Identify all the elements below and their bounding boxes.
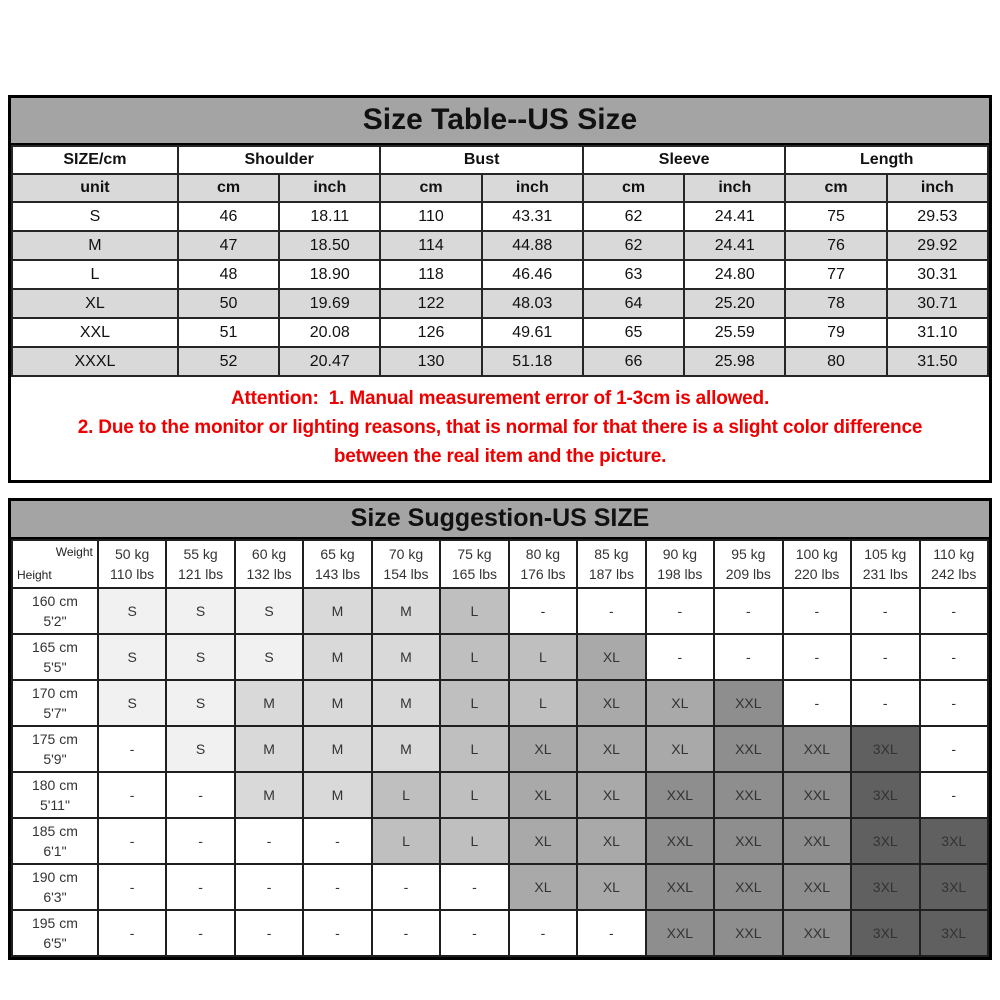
weight-height-corner: [12, 540, 98, 588]
suggestion-cell: M: [372, 726, 440, 772]
weight-kg: 90 kg: [662, 545, 697, 562]
height-ft: 5'2": [43, 613, 67, 629]
suggestion-cell: L: [440, 818, 508, 864]
suggestion-cell: L: [440, 726, 508, 772]
suggestion-cell: XL: [646, 726, 714, 772]
suggestion-cell: L: [509, 634, 577, 680]
size-value-cell: 77: [785, 260, 886, 289]
weight-header-cell: [577, 540, 645, 588]
suggestion-cell: XL: [577, 818, 645, 864]
suggestion-cell: -: [577, 910, 645, 956]
unit-inch: inch: [279, 174, 380, 202]
size-table-row: [12, 347, 988, 376]
suggestion-cell: 3XL: [851, 910, 919, 956]
suggestion-cell: XL: [577, 680, 645, 726]
attention-note: [11, 377, 989, 480]
suggestion-cell: -: [372, 864, 440, 910]
size-value-cell: 24.41: [684, 202, 785, 231]
size-suggestion-title: Size Suggestion-US SIZE: [11, 501, 989, 539]
size-table: [11, 145, 989, 377]
weight-lbs: 143 lbs: [314, 566, 361, 582]
size-value-cell: 47: [178, 231, 279, 260]
size-value-cell: 65: [583, 318, 684, 347]
suggestion-cell: -: [851, 588, 919, 634]
height-ft: 5'11": [39, 797, 70, 813]
size-value-cell: 78: [785, 289, 886, 318]
suggestion-cell: -: [509, 588, 577, 634]
height-cm: 180 cm: [31, 776, 78, 793]
suggestion-cell: L: [440, 588, 508, 634]
height-cm: 195 cm: [31, 914, 78, 931]
size-value-cell: 48.03: [482, 289, 583, 318]
size-value-cell: 49.61: [482, 318, 583, 347]
unit-cm: cm: [785, 174, 886, 202]
size-table-unit-row: [12, 174, 988, 202]
size-table-body: [12, 202, 988, 376]
size-value-cell: 46: [178, 202, 279, 231]
suggestion-row: [12, 588, 988, 634]
corner-weight-label: Weight: [55, 545, 93, 559]
height-cm: 165 cm: [31, 638, 78, 655]
height-label: [12, 910, 98, 956]
suggestion-cell: XXL: [646, 818, 714, 864]
weight-lbs: 154 lbs: [383, 566, 429, 582]
height-cm: 160 cm: [31, 592, 78, 609]
suggestion-cell: S: [166, 588, 234, 634]
size-value-cell: 51.18: [482, 347, 583, 376]
header-size-cm: SIZE/cm: [12, 146, 178, 174]
size-label: L: [12, 260, 178, 289]
unit-cm: cm: [178, 174, 279, 202]
suggestion-cell: -: [920, 634, 989, 680]
size-value-cell: 51: [178, 318, 279, 347]
height-cm: 175 cm: [31, 730, 78, 747]
suggestion-cell: M: [235, 680, 303, 726]
size-label: M: [12, 231, 178, 260]
size-value-cell: 52: [178, 347, 279, 376]
header-length: Length: [785, 146, 988, 174]
suggestion-cell: XL: [509, 726, 577, 772]
size-value-cell: 20.47: [279, 347, 380, 376]
suggestion-cell: XL: [577, 726, 645, 772]
unit-label: unit: [12, 174, 178, 202]
weight-lbs: 165 lbs: [451, 566, 498, 582]
height-ft: 6'1": [43, 843, 67, 859]
suggestion-row: [12, 726, 988, 772]
size-table-group-header-row: [12, 146, 988, 174]
suggestion-cell: XXL: [646, 772, 714, 818]
suggestion-cell: 3XL: [920, 818, 989, 864]
suggestion-cell: -: [98, 772, 166, 818]
suggestion-cell: XXL: [783, 772, 851, 818]
suggestion-cell: -: [577, 588, 645, 634]
weight-lbs: 242 lbs: [931, 566, 977, 582]
suggestion-cell: S: [98, 588, 166, 634]
suggestion-row: [12, 772, 988, 818]
size-value-cell: 18.90: [279, 260, 380, 289]
suggestion-cell: XL: [577, 864, 645, 910]
suggestion-cell: XL: [577, 634, 645, 680]
size-label: XXL: [12, 318, 178, 347]
height-cm: 190 cm: [31, 868, 78, 885]
suggestion-cell: XXL: [714, 910, 782, 956]
suggestion-cell: -: [166, 864, 234, 910]
suggestion-cell: -: [714, 634, 782, 680]
weight-lbs: 231 lbs: [862, 566, 908, 582]
height-ft: 5'7": [43, 705, 67, 721]
suggestion-cell: S: [235, 634, 303, 680]
height-label: [12, 680, 98, 726]
suggestion-cell: XL: [577, 772, 645, 818]
weight-header-cell: [98, 540, 166, 588]
weight-header-cell: [714, 540, 782, 588]
suggestion-cell: XL: [509, 772, 577, 818]
suggestion-cell: -: [166, 772, 234, 818]
suggestion-cell: XXL: [783, 726, 851, 772]
suggestion-cell: -: [714, 588, 782, 634]
size-value-cell: 19.69: [279, 289, 380, 318]
suggestion-cell: S: [98, 680, 166, 726]
size-suggestion-table: [11, 539, 989, 957]
suggestion-cell: M: [235, 772, 303, 818]
size-value-cell: 20.08: [279, 318, 380, 347]
suggestion-cell: L: [440, 772, 508, 818]
suggestion-cell: -: [783, 634, 851, 680]
size-value-cell: 122: [380, 289, 481, 318]
weight-kg: 95 kg: [731, 545, 766, 562]
size-table-title: Size Table--US Size: [11, 98, 989, 145]
suggestion-cell: S: [235, 588, 303, 634]
size-value-cell: 64: [583, 289, 684, 318]
suggestion-cell: -: [98, 910, 166, 956]
size-value-cell: 126: [380, 318, 481, 347]
suggestion-cell: M: [372, 588, 440, 634]
size-value-cell: 29.53: [887, 202, 988, 231]
height-label: [12, 634, 98, 680]
suggestion-cell: S: [166, 634, 234, 680]
weight-lbs: 121 lbs: [178, 566, 224, 582]
size-table-row: [12, 260, 988, 289]
size-value-cell: 75: [785, 202, 886, 231]
weight-header-cell: [440, 540, 508, 588]
weight-header-cell: [920, 540, 989, 588]
weight-lbs: 220 lbs: [794, 566, 840, 582]
size-value-cell: 30.71: [887, 289, 988, 318]
size-table-row: [12, 202, 988, 231]
suggestion-cell: XXL: [714, 772, 782, 818]
height-ft: 5'9": [43, 751, 67, 767]
size-value-cell: 80: [785, 347, 886, 376]
height-label: [12, 772, 98, 818]
suggestion-cell: XXL: [714, 680, 782, 726]
suggestion-cell: M: [372, 680, 440, 726]
suggestion-cell: S: [166, 726, 234, 772]
weight-kg: 75 kg: [457, 545, 492, 562]
suggestion-cell: -: [509, 910, 577, 956]
size-value-cell: 110: [380, 202, 481, 231]
weight-lbs: 187 lbs: [588, 566, 634, 582]
suggestion-cell: XXL: [783, 864, 851, 910]
unit-inch: inch: [887, 174, 988, 202]
size-value-cell: 130: [380, 347, 481, 376]
size-value-cell: 24.41: [684, 231, 785, 260]
size-value-cell: 18.50: [279, 231, 380, 260]
suggestion-cell: -: [98, 864, 166, 910]
suggestion-cell: L: [372, 772, 440, 818]
weight-kg: 55 kg: [183, 545, 218, 562]
size-label: XL: [12, 289, 178, 318]
size-table-row: [12, 231, 988, 260]
suggestion-cell: 3XL: [920, 864, 989, 910]
unit-inch: inch: [482, 174, 583, 202]
weight-kg: 100 kg: [795, 545, 838, 562]
suggestion-cell: XXL: [714, 864, 782, 910]
suggestion-cell: M: [303, 726, 371, 772]
size-value-cell: 31.50: [887, 347, 988, 376]
weight-lbs: 110 lbs: [110, 566, 155, 582]
suggestion-cell: -: [440, 864, 508, 910]
suggestion-cell: M: [303, 588, 371, 634]
suggestion-cell: L: [440, 680, 508, 726]
suggestion-cell: 3XL: [851, 818, 919, 864]
suggestion-cell: XXL: [783, 818, 851, 864]
size-value-cell: 63: [583, 260, 684, 289]
size-value-cell: 25.20: [684, 289, 785, 318]
weight-kg: 70 kg: [388, 545, 424, 562]
size-value-cell: 25.59: [684, 318, 785, 347]
weight-header-cell: [851, 540, 919, 588]
suggestion-row: [12, 818, 988, 864]
size-value-cell: 62: [583, 231, 684, 260]
suggestion-cell: -: [783, 680, 851, 726]
weight-lbs: 209 lbs: [725, 566, 771, 582]
suggestion-cell: 3XL: [851, 772, 919, 818]
height-label: [12, 588, 98, 634]
size-value-cell: 44.88: [482, 231, 583, 260]
weight-kg: 80 kg: [525, 545, 561, 562]
weight-kg: 60 kg: [251, 545, 287, 562]
suggestion-row: [12, 910, 988, 956]
header-shoulder: Shoulder: [178, 146, 381, 174]
height-ft: 5'5": [43, 659, 67, 675]
size-table-row: [12, 318, 988, 347]
height-label: [12, 726, 98, 772]
height-ft: 6'5": [43, 935, 67, 951]
attention-line-2: 2. Due to the monitor or lighting reasons, that is normal for that there is a slight color difference: [77, 417, 923, 438]
size-value-cell: 46.46: [482, 260, 583, 289]
attention-line-1: Attention: 1. Manual measurement error of 1-3cm is allowed.: [230, 388, 770, 409]
suggestion-cell: -: [920, 726, 989, 772]
weight-kg: 65 kg: [320, 545, 355, 562]
weight-header-cell: [509, 540, 577, 588]
header-sleeve: Sleeve: [583, 146, 786, 174]
size-table-section: [8, 95, 992, 483]
suggestion-cell: -: [851, 680, 919, 726]
size-value-cell: 30.31: [887, 260, 988, 289]
suggestion-cell: -: [920, 680, 989, 726]
size-value-cell: 24.80: [684, 260, 785, 289]
suggestion-cell: XXL: [783, 910, 851, 956]
size-value-cell: 29.92: [887, 231, 988, 260]
suggestion-cell: XXL: [714, 726, 782, 772]
suggestion-cell: XL: [509, 864, 577, 910]
size-value-cell: 50: [178, 289, 279, 318]
suggestion-cell: -: [235, 864, 303, 910]
suggestion-cell: XXL: [646, 910, 714, 956]
suggestion-cell: -: [166, 818, 234, 864]
suggestion-cell: 3XL: [851, 726, 919, 772]
size-value-cell: 18.11: [279, 202, 380, 231]
size-value-cell: 62: [583, 202, 684, 231]
weight-kg: 105 kg: [864, 545, 907, 562]
suggestion-cell: M: [303, 772, 371, 818]
suggestion-cell: XL: [646, 680, 714, 726]
attention-line-3: between the real item and the picture.: [333, 446, 667, 467]
height-cm: 185 cm: [31, 822, 78, 839]
weight-header-cell: [303, 540, 371, 588]
height-ft: 6'3": [43, 889, 67, 905]
suggestion-cell: -: [920, 772, 989, 818]
suggestion-row: [12, 634, 988, 680]
suggestion-row: [12, 864, 988, 910]
suggestion-cell: -: [303, 818, 371, 864]
suggestion-cell: XXL: [714, 818, 782, 864]
weight-header-cell: [646, 540, 714, 588]
weight-header-cell: [166, 540, 234, 588]
size-value-cell: 25.98: [684, 347, 785, 376]
suggestion-cell: 3XL: [920, 910, 989, 956]
suggestion-cell: L: [372, 818, 440, 864]
suggestion-table-body: [12, 588, 988, 956]
size-value-cell: 48: [178, 260, 279, 289]
header-bust: Bust: [380, 146, 583, 174]
suggestion-row: [12, 680, 988, 726]
size-value-cell: 31.10: [887, 318, 988, 347]
suggestion-cell: M: [303, 634, 371, 680]
suggestion-cell: S: [98, 634, 166, 680]
weight-header-row: [12, 540, 988, 588]
suggestion-cell: -: [783, 588, 851, 634]
unit-cm: cm: [380, 174, 481, 202]
height-label: [12, 864, 98, 910]
suggestion-cell: L: [440, 634, 508, 680]
height-label: [12, 818, 98, 864]
suggestion-cell: M: [303, 680, 371, 726]
weight-header-cell: [783, 540, 851, 588]
suggestion-cell: M: [372, 634, 440, 680]
suggestion-cell: -: [851, 634, 919, 680]
suggestion-cell: L: [509, 680, 577, 726]
weight-header-cell: [235, 540, 303, 588]
size-value-cell: 114: [380, 231, 481, 260]
suggestion-cell: -: [98, 726, 166, 772]
weight-lbs: 198 lbs: [657, 566, 703, 582]
suggestion-cell: XXL: [646, 864, 714, 910]
size-value-cell: 43.31: [482, 202, 583, 231]
height-cm: 170 cm: [31, 684, 78, 701]
suggestion-cell: S: [166, 680, 234, 726]
size-value-cell: 79: [785, 318, 886, 347]
suggestion-cell: -: [303, 864, 371, 910]
size-table-row: [12, 289, 988, 318]
suggestion-cell: -: [646, 634, 714, 680]
suggestion-cell: -: [646, 588, 714, 634]
suggestion-cell: -: [303, 910, 371, 956]
weight-lbs: 132 lbs: [246, 566, 292, 582]
size-value-cell: 118: [380, 260, 481, 289]
suggestion-cell: -: [440, 910, 508, 956]
size-value-cell: 66: [583, 347, 684, 376]
suggestion-cell: -: [920, 588, 989, 634]
weight-kg: 50 kg: [114, 545, 150, 562]
suggestion-cell: M: [235, 726, 303, 772]
weight-kg: 110 kg: [933, 545, 975, 562]
weight-lbs: 176 lbs: [520, 566, 566, 582]
size-label: S: [12, 202, 178, 231]
unit-cm: cm: [583, 174, 684, 202]
size-value-cell: 76: [785, 231, 886, 260]
unit-inch: inch: [684, 174, 785, 202]
suggestion-cell: 3XL: [851, 864, 919, 910]
suggestion-cell: -: [166, 910, 234, 956]
suggestion-cell: -: [98, 818, 166, 864]
weight-kg: 85 kg: [594, 545, 629, 562]
weight-header-cell: [372, 540, 440, 588]
size-suggestion-section: [8, 498, 992, 960]
suggestion-cell: -: [372, 910, 440, 956]
size-label: XXXL: [12, 347, 178, 376]
corner-height-label: Height: [17, 567, 52, 582]
suggestion-cell: XL: [509, 818, 577, 864]
suggestion-cell: -: [235, 910, 303, 956]
suggestion-cell: -: [235, 818, 303, 864]
